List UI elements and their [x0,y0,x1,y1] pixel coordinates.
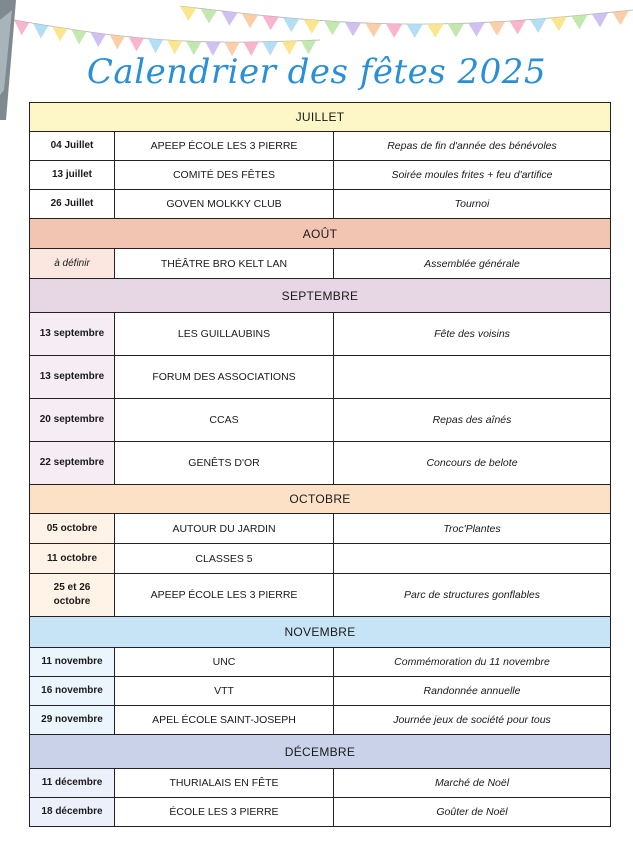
bunting-decoration [0,0,633,60]
table-row [30,161,611,190]
bunting-flag [180,6,197,21]
event-date: 04 Juillet [30,132,115,161]
event-date: à définir [30,249,115,279]
bunting-flag [129,37,144,52]
month-header-aout [30,219,611,249]
table-row [30,399,611,442]
event-activity: Troc'Plantes [334,514,611,544]
bunting-flag [530,18,547,33]
bunting-flag [448,23,465,37]
event-date: 11 octobre [30,544,115,574]
table-row [30,648,611,677]
event-date: 26 Juillet [30,190,115,219]
event-organizer: CLASSES 5 [115,544,334,574]
bunting-flag [345,22,362,36]
bunting-flag [612,10,629,25]
table-row [30,544,611,574]
event-organizer: FORUM DES ASSOCIATIONS [115,356,334,399]
event-activity: Assemblée générale [334,249,611,279]
event-organizer: GENÊTS D'OR [115,442,334,485]
bunting-flag [407,24,424,38]
event-activity: Fête des voisins [334,313,611,356]
month-name: DÉCEMBRE [30,735,611,769]
event-organizer: AUTOUR DU JARDIN [115,514,334,544]
bunting-flag [242,13,258,28]
event-date: 20 septembre [30,399,115,442]
event-date: 18 décembre [30,798,115,827]
table-row [30,514,611,544]
month-header-septembre [30,279,611,313]
event-organizer: COMITÉ DES FÊTES [115,161,334,190]
event-activity [334,544,611,574]
bunting-flag [427,24,444,38]
events-table [29,102,611,827]
bunting-flag [551,17,568,32]
table-row [30,190,611,219]
month-header-novembre [30,617,611,648]
event-organizer: THÉÂTRE BRO KELT LAN [115,249,334,279]
table-row [30,132,611,161]
event-organizer: ÉCOLE LES 3 PIERRE [115,798,334,827]
month-name: SEPTEMBRE [30,279,611,313]
month-name: AOÛT [30,219,611,249]
event-organizer: CCAS [115,399,334,442]
event-date: 13 septembre [30,356,115,399]
bunting-flag [592,13,609,28]
bunting-flag [489,21,505,35]
month-name: NOVEMBRE [30,617,611,648]
bunting-flag [262,15,278,30]
event-activity: Goûter de Noël [334,798,611,827]
bunting-flag [71,29,86,44]
event-activity: Randonnée annuelle [334,677,611,706]
month-header-decembre [30,735,611,769]
table-row [30,574,611,617]
event-date: 11 décembre [30,769,115,798]
event-organizer: VTT [115,677,334,706]
event-activity: Journée jeux de société pour tous [334,706,611,735]
event-activity: Concours de belote [334,442,611,485]
month-name: OCTOBRE [30,485,611,514]
month-header-octobre [30,485,611,514]
bunting-flag [510,20,526,35]
event-date: 11 novembre [30,648,115,677]
table-row [30,677,611,706]
bunting-flag [52,26,67,41]
event-activity: Parc de structures gonflables [334,574,611,617]
bunting-flag [91,32,106,47]
event-organizer: APEL ÉCOLE SAINT-JOSEPH [115,706,334,735]
bunting-flag [324,21,341,36]
bunting-flag [304,19,321,34]
bunting-flag [148,39,163,54]
table-row [30,706,611,735]
table-row [30,249,611,279]
bunting-flag [386,24,403,38]
event-organizer: LES GUILLAUBINS [115,313,334,356]
event-date: 16 novembre [30,677,115,706]
bunting-flag [221,11,238,26]
event-activity: Repas des aînés [334,399,611,442]
bunting-flag [14,20,29,35]
event-activity: Marché de Noël [334,769,611,798]
month-header-juillet [30,103,611,132]
event-date: 22 septembre [30,442,115,485]
table-row [30,442,611,485]
event-activity [334,356,611,399]
event-activity: Tournoi [334,190,611,219]
event-date: 29 novembre [30,706,115,735]
event-organizer: APEEP ÉCOLE LES 3 PIERRE [115,132,334,161]
bunting-flag [283,17,299,32]
bunting-flag [571,15,588,30]
table-row [30,798,611,827]
event-organizer: GOVEN MOLKKY CLUB [115,190,334,219]
month-name: JUILLET [30,103,611,132]
event-organizer: THURIALAIS EN FÊTE [115,769,334,798]
table-row [30,769,611,798]
table-row [30,356,611,399]
event-activity: Soirée moules frites + feu d'artifice [334,161,611,190]
event-organizer: UNC [115,648,334,677]
bunting-flag [110,35,125,50]
bunting-flag [33,23,48,38]
event-activity: Commémoration du 11 novembre [334,648,611,677]
bunting-flag [468,22,484,36]
table-row [30,313,611,356]
event-activity: Repas de fin d'année des bénévoles [334,132,611,161]
event-date: 25 et 26 octobre [30,574,115,617]
event-organizer: APEEP ÉCOLE LES 3 PIERRE [115,574,334,617]
event-date: 13 septembre [30,313,115,356]
event-date: 13 juillet [30,161,115,190]
page-title: Calendrier des fêtes 2025 [86,52,547,92]
bunting-flag [201,9,218,24]
bunting-flag [365,23,382,37]
event-date: 05 octobre [30,514,115,544]
